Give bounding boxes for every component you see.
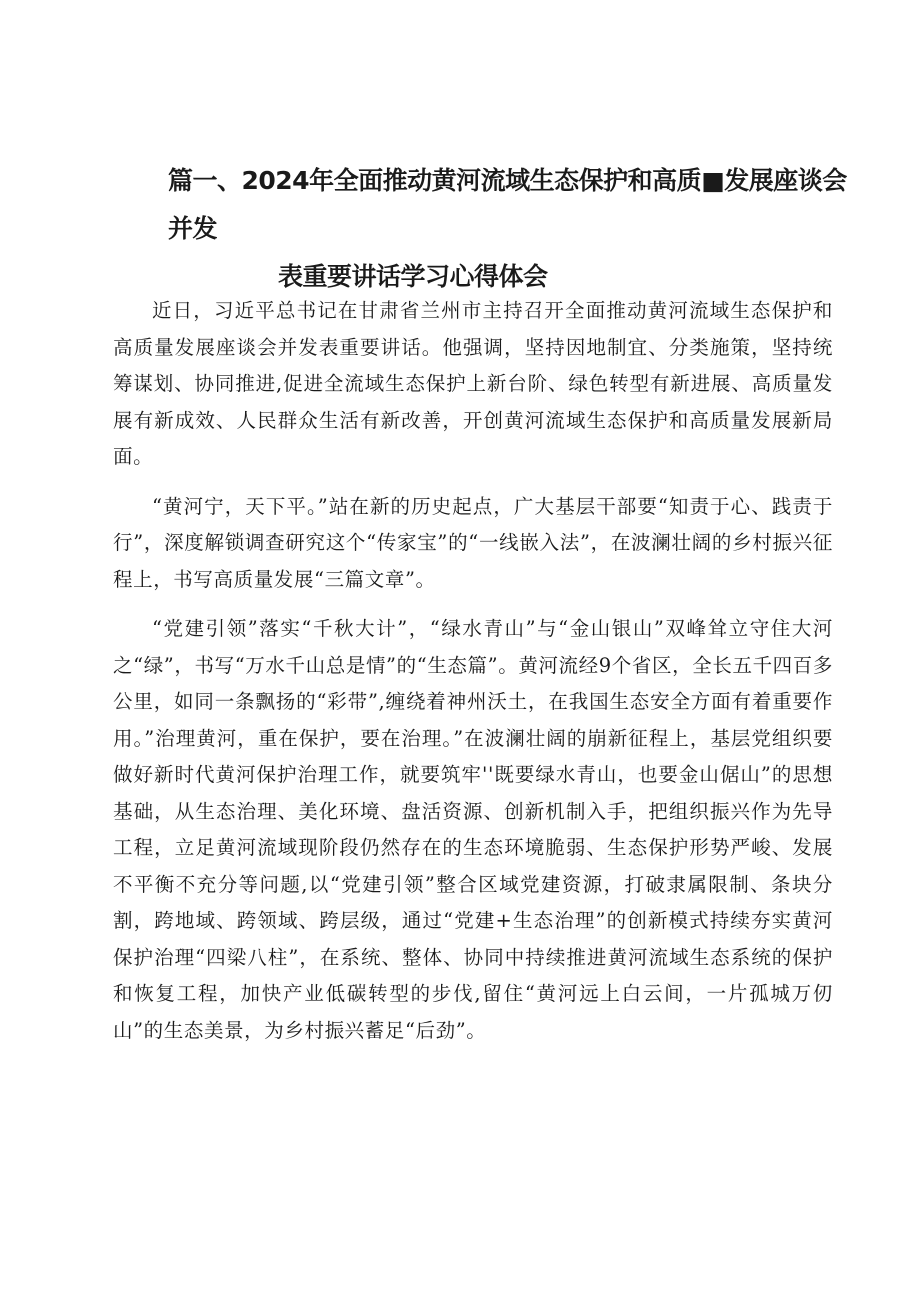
paragraph-1: 近日，习近平总书记在甘肃省兰州市主持召开全面推动黄河流域生态保护和高质量发展座谈会并发表重要讲话。他强调，坚持因地制宜、分类施策，坚持统筹谋划、协同推进,促进全流域生态保护上新台阶、绿色转型有新进展、高质量发展有新成效、人民群众生活有新改善，开创黄河流域生态保护和高质量发展新局面。 [113, 299, 833, 468]
title-line-1: 篇一、2024年全面推动黄河流域生态保护和高质■发展座谈会并发 [168, 166, 847, 243]
document-body [113, 293, 833, 1062]
paragraph-2: “黄河宁，天下平。”站在新的历史起点，广大基层干部要“知责于心、践责于行”，深度解锁调查研究这个“传家宝”的“一线嵌入法”，在波澜壮阔的乡村振兴征程上，书写高质量发展“三篇文章”。 [113, 494, 833, 591]
paragraph-3: “党建引领”落实“千秋大计”，“绿水青山”与“金山银山”双峰耸立守住大河之“绿”，书写“万水千山总是情”的“生态篇”。黄河流经9个省区，全长五千四百多公里，如同一条飘扬的“彩带”,缠绕着神州沃土，在我国生态安全方面有着重要作用。”治理黄河，重在保护，要在治理。”在波澜壮阔的崩新征程上，基层党组织要做好新时代黄河保护治理工作，就要筑牢''既要绿水青山，也要金山倨山”的思想基础，从生态治理、美化环境、盘活资源、创新机制入手，把组织振兴作为先导工程，立足黄河流域现阶段仍然存在的生态环境脆弱、生态保护形势严峻、发展不平衡不充分等问题,以“党建引领”整合区域党建资源，打破隶属限制、条块分割，跨地域、跨领域、跨层级，通过“党建+生态治理”的创新模式持续夯实黄河保护治理“四梁八柱”，在系统、整体、协同中持续推进黄河流域生态系统的保护和恢复工程，加快产业低碳转型的步伐,留住“黄河远上白云间，一片孤城万仞山”的生态美景，为乡村振兴蓄足“后劲”。 [113, 617, 833, 1042]
document-title [168, 157, 858, 301]
title-line-2: 表重要讲话学习心得体会 [278, 262, 548, 291]
